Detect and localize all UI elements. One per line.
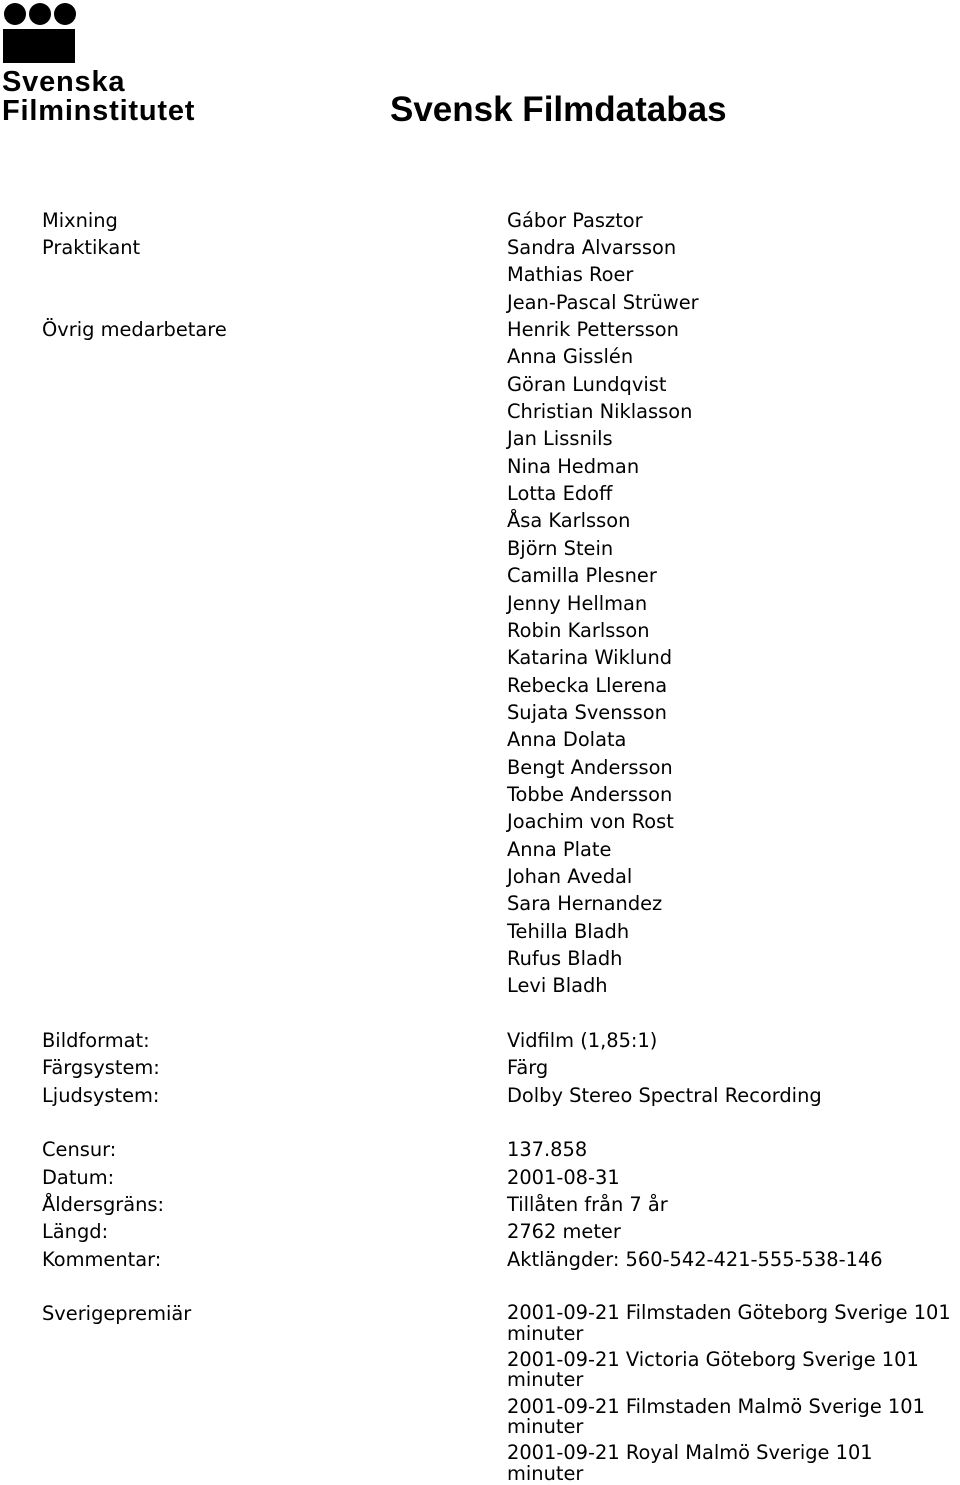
crew-group-praktikant bbox=[42, 234, 960, 316]
premiere-entry bbox=[507, 1303, 960, 1344]
section-spacer bbox=[42, 1273, 960, 1300]
technical-row-fargsystem bbox=[42, 1054, 960, 1081]
field-label: Åldersgräns: bbox=[42, 1193, 165, 1217]
field-label: Censur: bbox=[42, 1138, 117, 1162]
crew-name: Mathias Roer bbox=[507, 263, 634, 287]
premiere-entry-line: 2001-09-21 Victoria Göteborg Sverige 101 bbox=[507, 1348, 919, 1372]
field-value: 2001-08-31 bbox=[507, 1165, 620, 1189]
field-value: Dolby Stereo Spectral Recording bbox=[507, 1083, 822, 1107]
field-value: Vidfilm (1,85:1) bbox=[507, 1029, 658, 1052]
field-label: Ljudsystem: bbox=[42, 1083, 160, 1107]
field-value: Färg bbox=[507, 1056, 549, 1080]
crew-name: Åsa Karlsson bbox=[507, 509, 631, 533]
technical-row-bildformat bbox=[42, 1027, 960, 1054]
crew-name: Björn Stein bbox=[507, 536, 614, 560]
detail-row-kommentar bbox=[42, 1246, 960, 1273]
crew-name: Jan Lissnils bbox=[507, 427, 613, 451]
premiere-entry-line: minuter bbox=[507, 1414, 584, 1438]
logo-square bbox=[3, 29, 75, 63]
premiere-entry-line: 2001-09-21 Royal Malmö Sverige 101 bbox=[507, 1441, 873, 1465]
crew-names bbox=[507, 207, 960, 234]
premiere-entry-line: 2001-09-21 Filmstaden Göteborg Sverige 101 bbox=[507, 1301, 951, 1325]
section-spacer bbox=[42, 1000, 960, 1027]
crew-name: Jean-Pascal Strüwer bbox=[507, 290, 699, 314]
crew-name: Rebecka Llerena bbox=[507, 673, 668, 697]
field-label: Bildformat: bbox=[42, 1029, 150, 1052]
crew-name: Lotta Edoff bbox=[507, 482, 613, 506]
premiere-entry bbox=[507, 1350, 960, 1391]
premiere-entry bbox=[507, 1394, 960, 1438]
premiere-entries bbox=[507, 1300, 960, 1483]
premiere-entry-line: minuter bbox=[507, 1368, 584, 1392]
logo-text-filminstitutet: Filminstitutet bbox=[2, 94, 196, 127]
crew-name: Sandra Alvarsson bbox=[507, 236, 677, 260]
detail-row-datum bbox=[42, 1164, 960, 1191]
svenska-filminstitutet-logo bbox=[0, 0, 200, 125]
crew-name: Göran Lundqvist bbox=[507, 372, 667, 396]
crew-names bbox=[507, 234, 960, 316]
section-spacer bbox=[42, 1109, 960, 1136]
crew-name: Rufus Bladh bbox=[507, 946, 623, 970]
page-title: Svensk Filmdatabas bbox=[390, 90, 727, 130]
crew-name: Robin Karlsson bbox=[507, 618, 650, 642]
crew-name: Anna Gisslén bbox=[507, 345, 634, 369]
technical-row-ljudsystem bbox=[42, 1082, 960, 1109]
crew-name: Katarina Wiklund bbox=[507, 646, 673, 670]
crew-name: Henrik Pettersson bbox=[507, 318, 679, 342]
premiere-entry bbox=[507, 1443, 960, 1484]
crew-name: Christian Niklasson bbox=[507, 400, 693, 424]
logo-text-svenska: Svenska bbox=[2, 65, 126, 98]
field-value: 2762 meter bbox=[507, 1220, 621, 1244]
field-value: Tillåten från 7 år bbox=[507, 1193, 668, 1217]
detail-row-censur bbox=[42, 1136, 960, 1163]
field-label: Sverigepremiär bbox=[42, 1302, 192, 1326]
field-label: Färgsystem: bbox=[42, 1056, 160, 1080]
crew-name: Anna Plate bbox=[507, 837, 612, 861]
premiere-row bbox=[42, 1300, 960, 1483]
field-value: 137.858 bbox=[507, 1138, 588, 1162]
premiere-entry-line: minuter bbox=[507, 1321, 584, 1345]
crew-name: Sara Hernandez bbox=[507, 892, 663, 916]
crew-name: Camilla Plesner bbox=[507, 564, 657, 588]
crew-name: Anna Dolata bbox=[507, 728, 627, 752]
role-label: Mixning bbox=[42, 208, 118, 232]
crew-name: Johan Avedal bbox=[507, 864, 633, 888]
crew-names bbox=[507, 316, 960, 1000]
film-details bbox=[42, 207, 960, 1484]
detail-row-aldersgrans bbox=[42, 1191, 960, 1218]
logo-dot bbox=[29, 3, 51, 25]
crew-group-mixning bbox=[42, 207, 960, 234]
crew-name: Nina Hedman bbox=[507, 454, 640, 478]
crew-name: Tobbe Andersson bbox=[507, 782, 673, 806]
role-label: Praktikant bbox=[42, 236, 141, 260]
field-label: Längd: bbox=[42, 1220, 109, 1244]
crew-name: Jenny Hellman bbox=[507, 591, 648, 615]
crew-name: Gábor Pasztor bbox=[507, 208, 643, 232]
crew-name: Joachim von Rost bbox=[507, 810, 674, 834]
crew-name: Sujata Svensson bbox=[507, 700, 667, 724]
field-value: Aktlängder: 560-542-421-555-538-146 bbox=[507, 1247, 883, 1271]
logo-dot bbox=[4, 3, 26, 25]
logo-dot bbox=[54, 3, 76, 25]
premiere-entry-line: minuter bbox=[507, 1461, 584, 1485]
crew-name: Bengt Andersson bbox=[507, 755, 673, 779]
premiere-entry-line: 2001-09-21 Filmstaden Malmö Sverige 101 bbox=[507, 1394, 925, 1418]
role-label: Övrig medarbetare bbox=[42, 318, 227, 342]
detail-row-langd bbox=[42, 1218, 960, 1245]
crew-name: Tehilla Bladh bbox=[507, 919, 630, 943]
field-label: Kommentar: bbox=[42, 1247, 162, 1271]
crew-name: Levi Bladh bbox=[507, 974, 608, 998]
crew-group-ovrig-medarbetare bbox=[42, 316, 960, 1000]
field-label: Datum: bbox=[42, 1165, 115, 1189]
